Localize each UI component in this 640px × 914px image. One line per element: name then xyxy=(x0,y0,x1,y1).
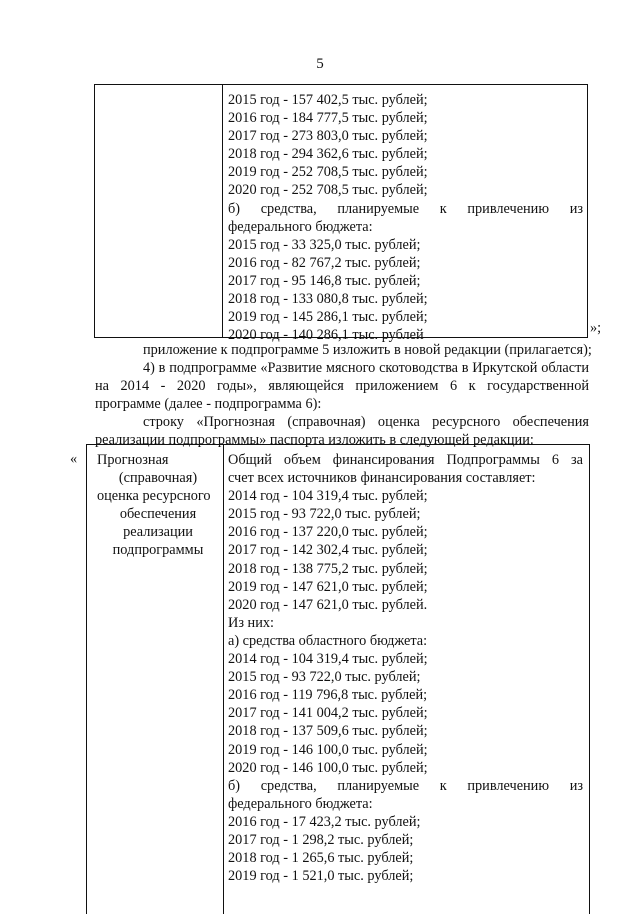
regional-heading: а) средства областного бюджета: xyxy=(228,632,428,649)
federal-line: 2020 год - 140 286,1 тыс. рублей xyxy=(228,327,424,344)
paragraph-subprogram-line3: программе (далее - подпрограмма 6): xyxy=(95,396,322,412)
federal-line: 2017 год - 1 298,2 тыс. рублей; xyxy=(228,831,414,848)
regional-line: 2017 год - 141 004,2 тыс. рублей; xyxy=(228,705,428,722)
row-label xyxy=(97,451,219,560)
row-label-line: обеспечения xyxy=(119,506,197,523)
resource-table xyxy=(86,444,590,914)
funding-cell xyxy=(228,91,583,344)
paragraph-row-line1: строку «Прогнозная (справочная) оценка ресурсного обеспечения xyxy=(143,414,589,430)
paragraph-appendix: приложение к подпрограмме 5 изложить в новой редакции (прилагается); xyxy=(143,342,592,358)
federal-line: 2019 год - 145 286,1 тыс. рублей; xyxy=(228,309,428,326)
regional-line: 2019 год - 146 100,0 тыс. рублей; xyxy=(228,741,428,758)
federal-line: 2015 год - 33 325,0 тыс. рублей; xyxy=(228,236,421,253)
funding-line: 2018 год - 294 362,6 тыс. рублей; xyxy=(228,146,428,163)
paragraph-subprogram-line1: 4) в подпрограмме «Развитие мясного скотоводства в Иркутской области xyxy=(143,360,589,376)
federal-line: 2018 год - 1 265,6 тыс. рублей; xyxy=(228,850,414,867)
column-divider xyxy=(223,445,224,914)
regional-line: 2014 год - 104 319,4 тыс. рублей; xyxy=(228,651,428,668)
paragraph-row-line2: реализации подпрограммы» паспорта изложить в следующей редакции: xyxy=(95,432,534,448)
total-line: 2019 год - 147 621,0 тыс. рублей; xyxy=(228,578,428,595)
funding-line: 2017 год - 273 803,0 тыс. рублей; xyxy=(228,128,428,145)
funding-line: 2016 год - 184 777,5 тыс. рублей; xyxy=(228,110,428,127)
total-line: 2017 год - 142 302,4 тыс. рублей; xyxy=(228,542,428,559)
federal-heading: б) средства, планируемые к привлечению из xyxy=(228,777,583,794)
regional-line: 2018 год - 137 509,6 тыс. рублей; xyxy=(228,723,428,740)
federal-line: 2017 год - 95 146,8 тыс. рублей; xyxy=(228,272,421,289)
federal-line: 2019 год - 1 521,0 тыс. рублей; xyxy=(228,868,414,885)
total-line: 2020 год - 147 621,0 тыс. рублей. xyxy=(228,596,428,613)
of-them-label: Из них: xyxy=(228,614,274,631)
funding-line: 2015 год - 157 402,5 тыс. рублей; xyxy=(228,92,428,108)
page-number: 5 xyxy=(316,56,324,72)
closing-quote: »; xyxy=(590,320,602,336)
regional-line: 2020 год - 146 100,0 тыс. рублей; xyxy=(228,759,428,776)
federal-line: 2016 год - 17 423,2 тыс. рублей; xyxy=(228,813,421,830)
row-label-line: (справочная) xyxy=(118,470,198,487)
funding-table-continued xyxy=(94,84,588,344)
intro-line-cont: счет всех источников финансирования составляет: xyxy=(228,470,536,487)
row-label-line: Прогнозная xyxy=(97,452,169,468)
row-label-line: подпрограммы xyxy=(112,542,204,559)
column-divider xyxy=(222,85,223,337)
federal-heading-cont: федерального бюджета: xyxy=(228,795,373,812)
regional-line: 2016 год - 119 796,8 тыс. рублей; xyxy=(228,687,428,704)
total-line: 2014 год - 104 319,4 тыс. рублей; xyxy=(228,488,428,505)
row-label-line: реализации xyxy=(123,524,193,541)
intro-line: Общий объем финансирования Подпрограммы 6 за xyxy=(228,452,583,468)
regional-line: 2015 год - 93 722,0 тыс. рублей; xyxy=(228,669,421,686)
federal-heading: б) средства, планируемые к привлечению из xyxy=(228,200,583,217)
federal-line: 2018 год - 133 080,8 тыс. рублей; xyxy=(228,291,428,308)
federal-line: 2016 год - 82 767,2 тыс. рублей; xyxy=(228,254,421,271)
resource-cell xyxy=(228,451,583,885)
federal-heading-cont: федерального бюджета: xyxy=(228,218,373,235)
total-line: 2016 год - 137 220,0 тыс. рублей; xyxy=(228,524,428,541)
total-line: 2015 год - 93 722,0 тыс. рублей; xyxy=(228,506,421,523)
funding-line: 2019 год - 252 708,5 тыс. рублей; xyxy=(228,164,428,181)
funding-line: 2020 год - 252 708,5 тыс. рублей; xyxy=(228,182,428,199)
paragraph-subprogram-line2: на 2014 - 2020 годы», являющейся приложением 6 к государственной xyxy=(95,378,589,394)
total-line: 2018 год - 138 775,2 тыс. рублей; xyxy=(228,560,428,577)
row-label-line: оценка ресурсного xyxy=(97,488,211,505)
opening-quote: « xyxy=(70,451,78,467)
